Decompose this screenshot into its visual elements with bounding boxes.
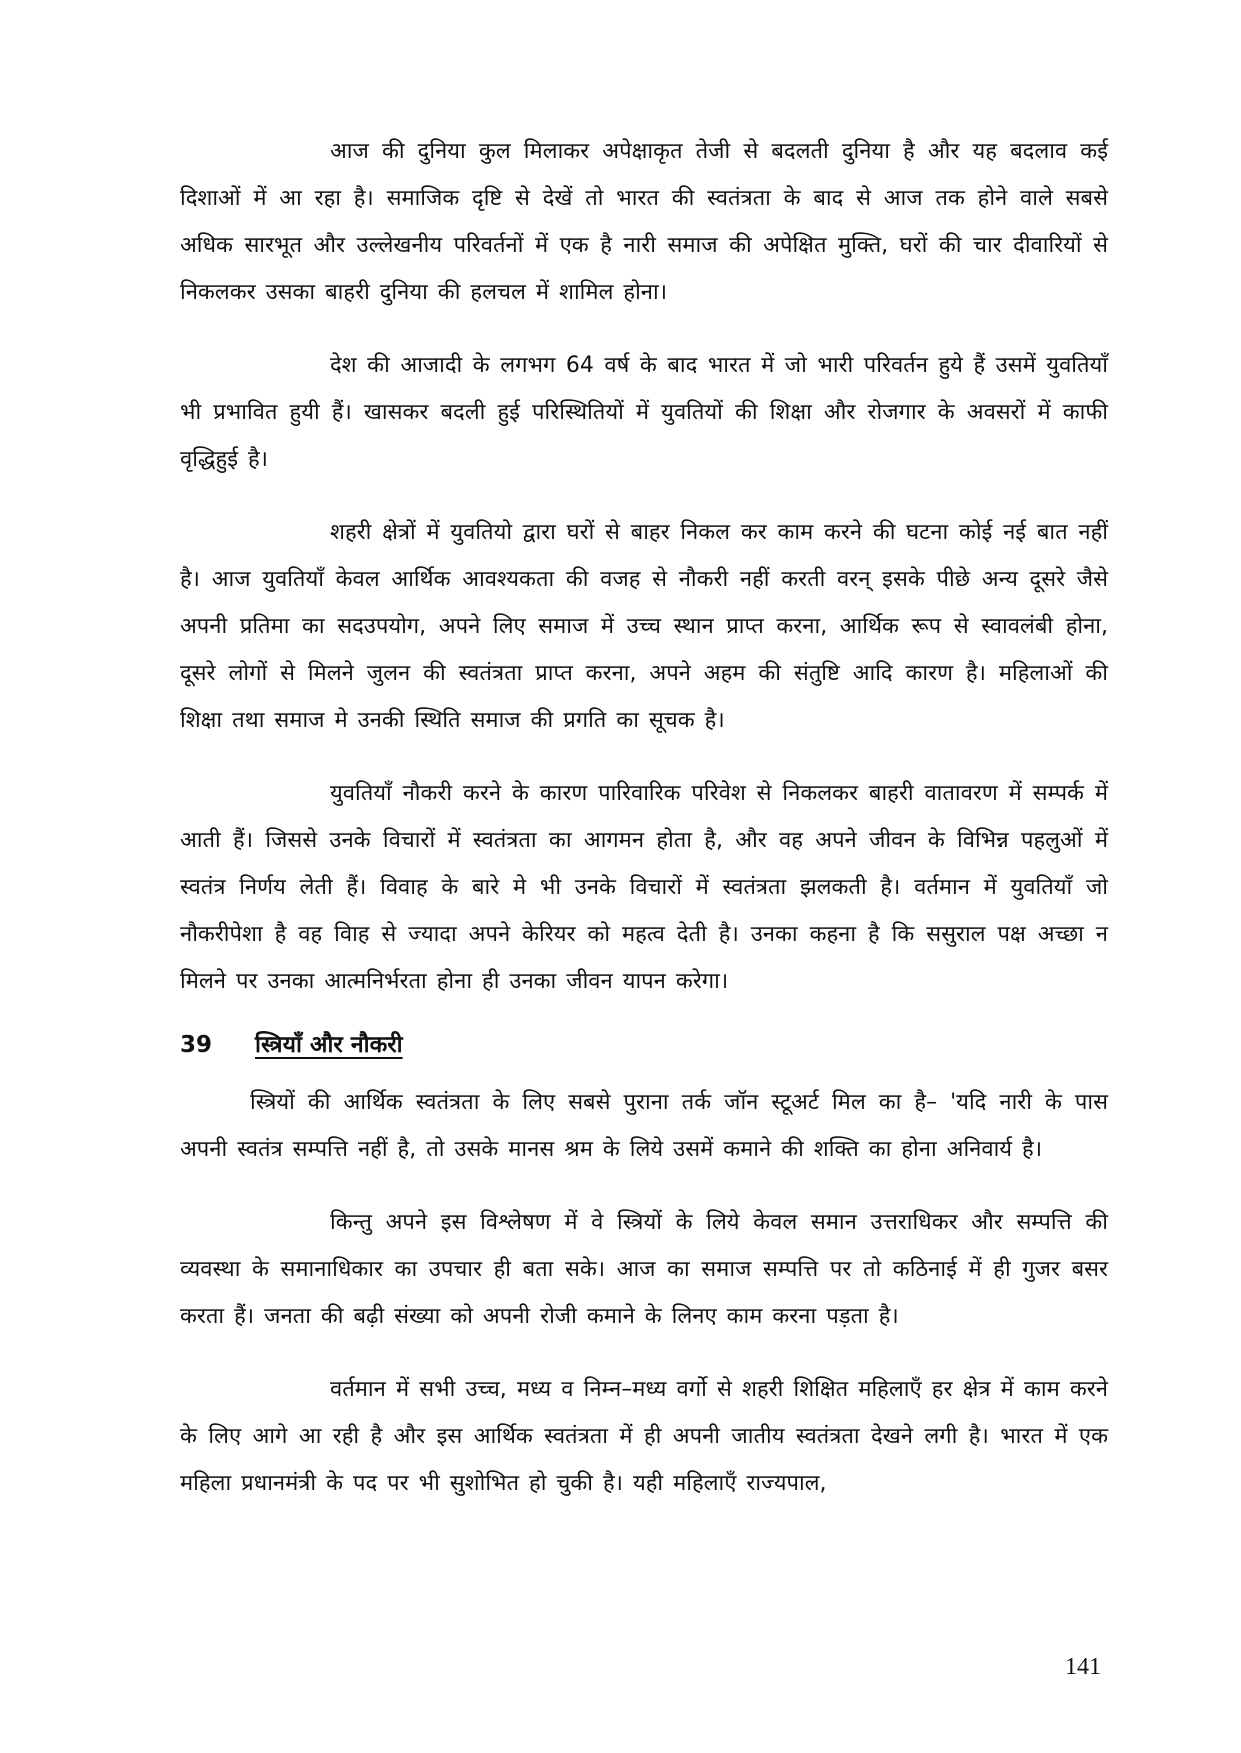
paragraph-analysis: किन्तु अपने इस विश्लेषण में वे स्त्रियों के लिये केवल समान उत्तराधिकर और सम्पत्ति की व्यवस्था के समानाधिकार का उपचार ही बता सके। आज का समाज सम्पत्ति पर तो कठिनाई में ही गुजर बसर करता हैं। जनता की बढ़ी संख्या को अपनी रोजी कमाने के लिनए काम करना पड़ता है। xyxy=(180,1210,1108,1329)
page-content xyxy=(180,128,1108,1533)
section-heading xyxy=(180,1025,1108,1065)
paragraph-urban-work: शहरी क्षेत्रों में युवतियो द्वारा घरों से बाहर निकल कर काम करने की घटना कोई नई बात नहीं है। आज युवतियाँ केवल आर्थिक आवश्यकता की वजह से नौकरी नहीं करती वरन् इसके पीछे अन्य दूसरे जैसे अपनी प्रतिमा का सदउपयोग, अपने लिए समाज में उच्च स्थान प्राप्त करना, आर्थिक रूप से स्वावलंबी होना, दूसरे लोगों से मिलने जुलन की स्वतंत्रता प्राप्त करना, अपने अहम की संतुष्टि आदि कारण है। महिलाओं की शिक्षा तथा समाज मे उनकी स्थिति समाज की प्रगति का सूचक है। xyxy=(180,520,1108,733)
paragraph-independence-change: देश की आजादी के लगभग 64 वर्ष के बाद भारत में जो भारी परिवर्तन हुये हैं उसमें युवतियाँ भी प्रभावित हुयी हैं। खासकर बदली हुई परिस्थितियों में युवतियों की शिक्षा और रोजगार के अवसरों में काफी वृद्धिहुई है। xyxy=(180,353,1108,472)
paragraph-job-independence: युवतियाँ नौकरी करने के कारण पारिवारिक परिवेश से निकलकर बाहरी वातावरण में सम्पर्क में आती हैं। जिससे उनके विचारों में स्वतंत्रता का आगमन होता है, और वह अपने जीवन के विभिन्न पहलुओं में स्वतंत्र निर्णय लेती हैं। विवाह के बारे मे भी उनके विचारों में स्वतंत्रता झलकती है। वर्तमान में युवतियाँ जो नौकरीपेशा है वह विाह से ज्यादा अपने केरियर को महत्व देती है। उनका कहना है कि ससुराल पक्ष अच्छा न मिलने पर उनका आत्मनिर्भरता होना ही उनका जीवन यापन करेगा। xyxy=(180,781,1108,994)
paragraph-mill-argument: स्त्रियों की आर्थिक स्वतंत्रता के लिए सबसे पुराना तर्क जॉन स्टूअर्ट मिल का है– 'यदि नारी के पास अपनी स्वतंत्र सम्पत्ति नहीं है, तो उसके मानस श्रम के लिये उसमें कमाने की शक्ति का होना अनिवार्य है। xyxy=(180,1090,1108,1162)
paragraph-present-women: वर्तमान में सभी उच्च, मध्य व निम्न–मध्य वर्गो से शहरी शिक्षित महिलाएँ हर क्षेत्र में काम करने के लिए आगे आ रही है और इस आर्थिक स्वतंत्रता में ही अपनी जातीय स्वतंत्रता देखने लगी है। भारत में एक महिला प्रधानमंत्री के पद पर भी सुशोभित हो चुकी है। यही महिलाएँ राज्यपाल, xyxy=(180,1377,1108,1496)
page-number: 141 xyxy=(1065,1654,1101,1680)
section-title: स्त्रियाँ और नौकरी xyxy=(255,1032,403,1058)
paragraph-changing-world: आज की दुनिया कुल मिलाकर अपेक्षाकृत तेजी से बदलती दुनिया है और यह बदलाव कई दिशाओं में आ रहा है। समाजिक दृष्टि से देखें तो भारत की स्वतंत्रता के बाद से आज तक होने वाले सबसे अधिक सारभूत और उल्लेखनीय परिवर्तनों में एक है नारी समाज की अपेक्षित मुक्ति, घरों की चार दीवारियों से निकलकर उसका बाहरी दुनिया की हलचल में शामिल होना। xyxy=(180,139,1108,305)
section-number: 39 xyxy=(180,1032,213,1058)
